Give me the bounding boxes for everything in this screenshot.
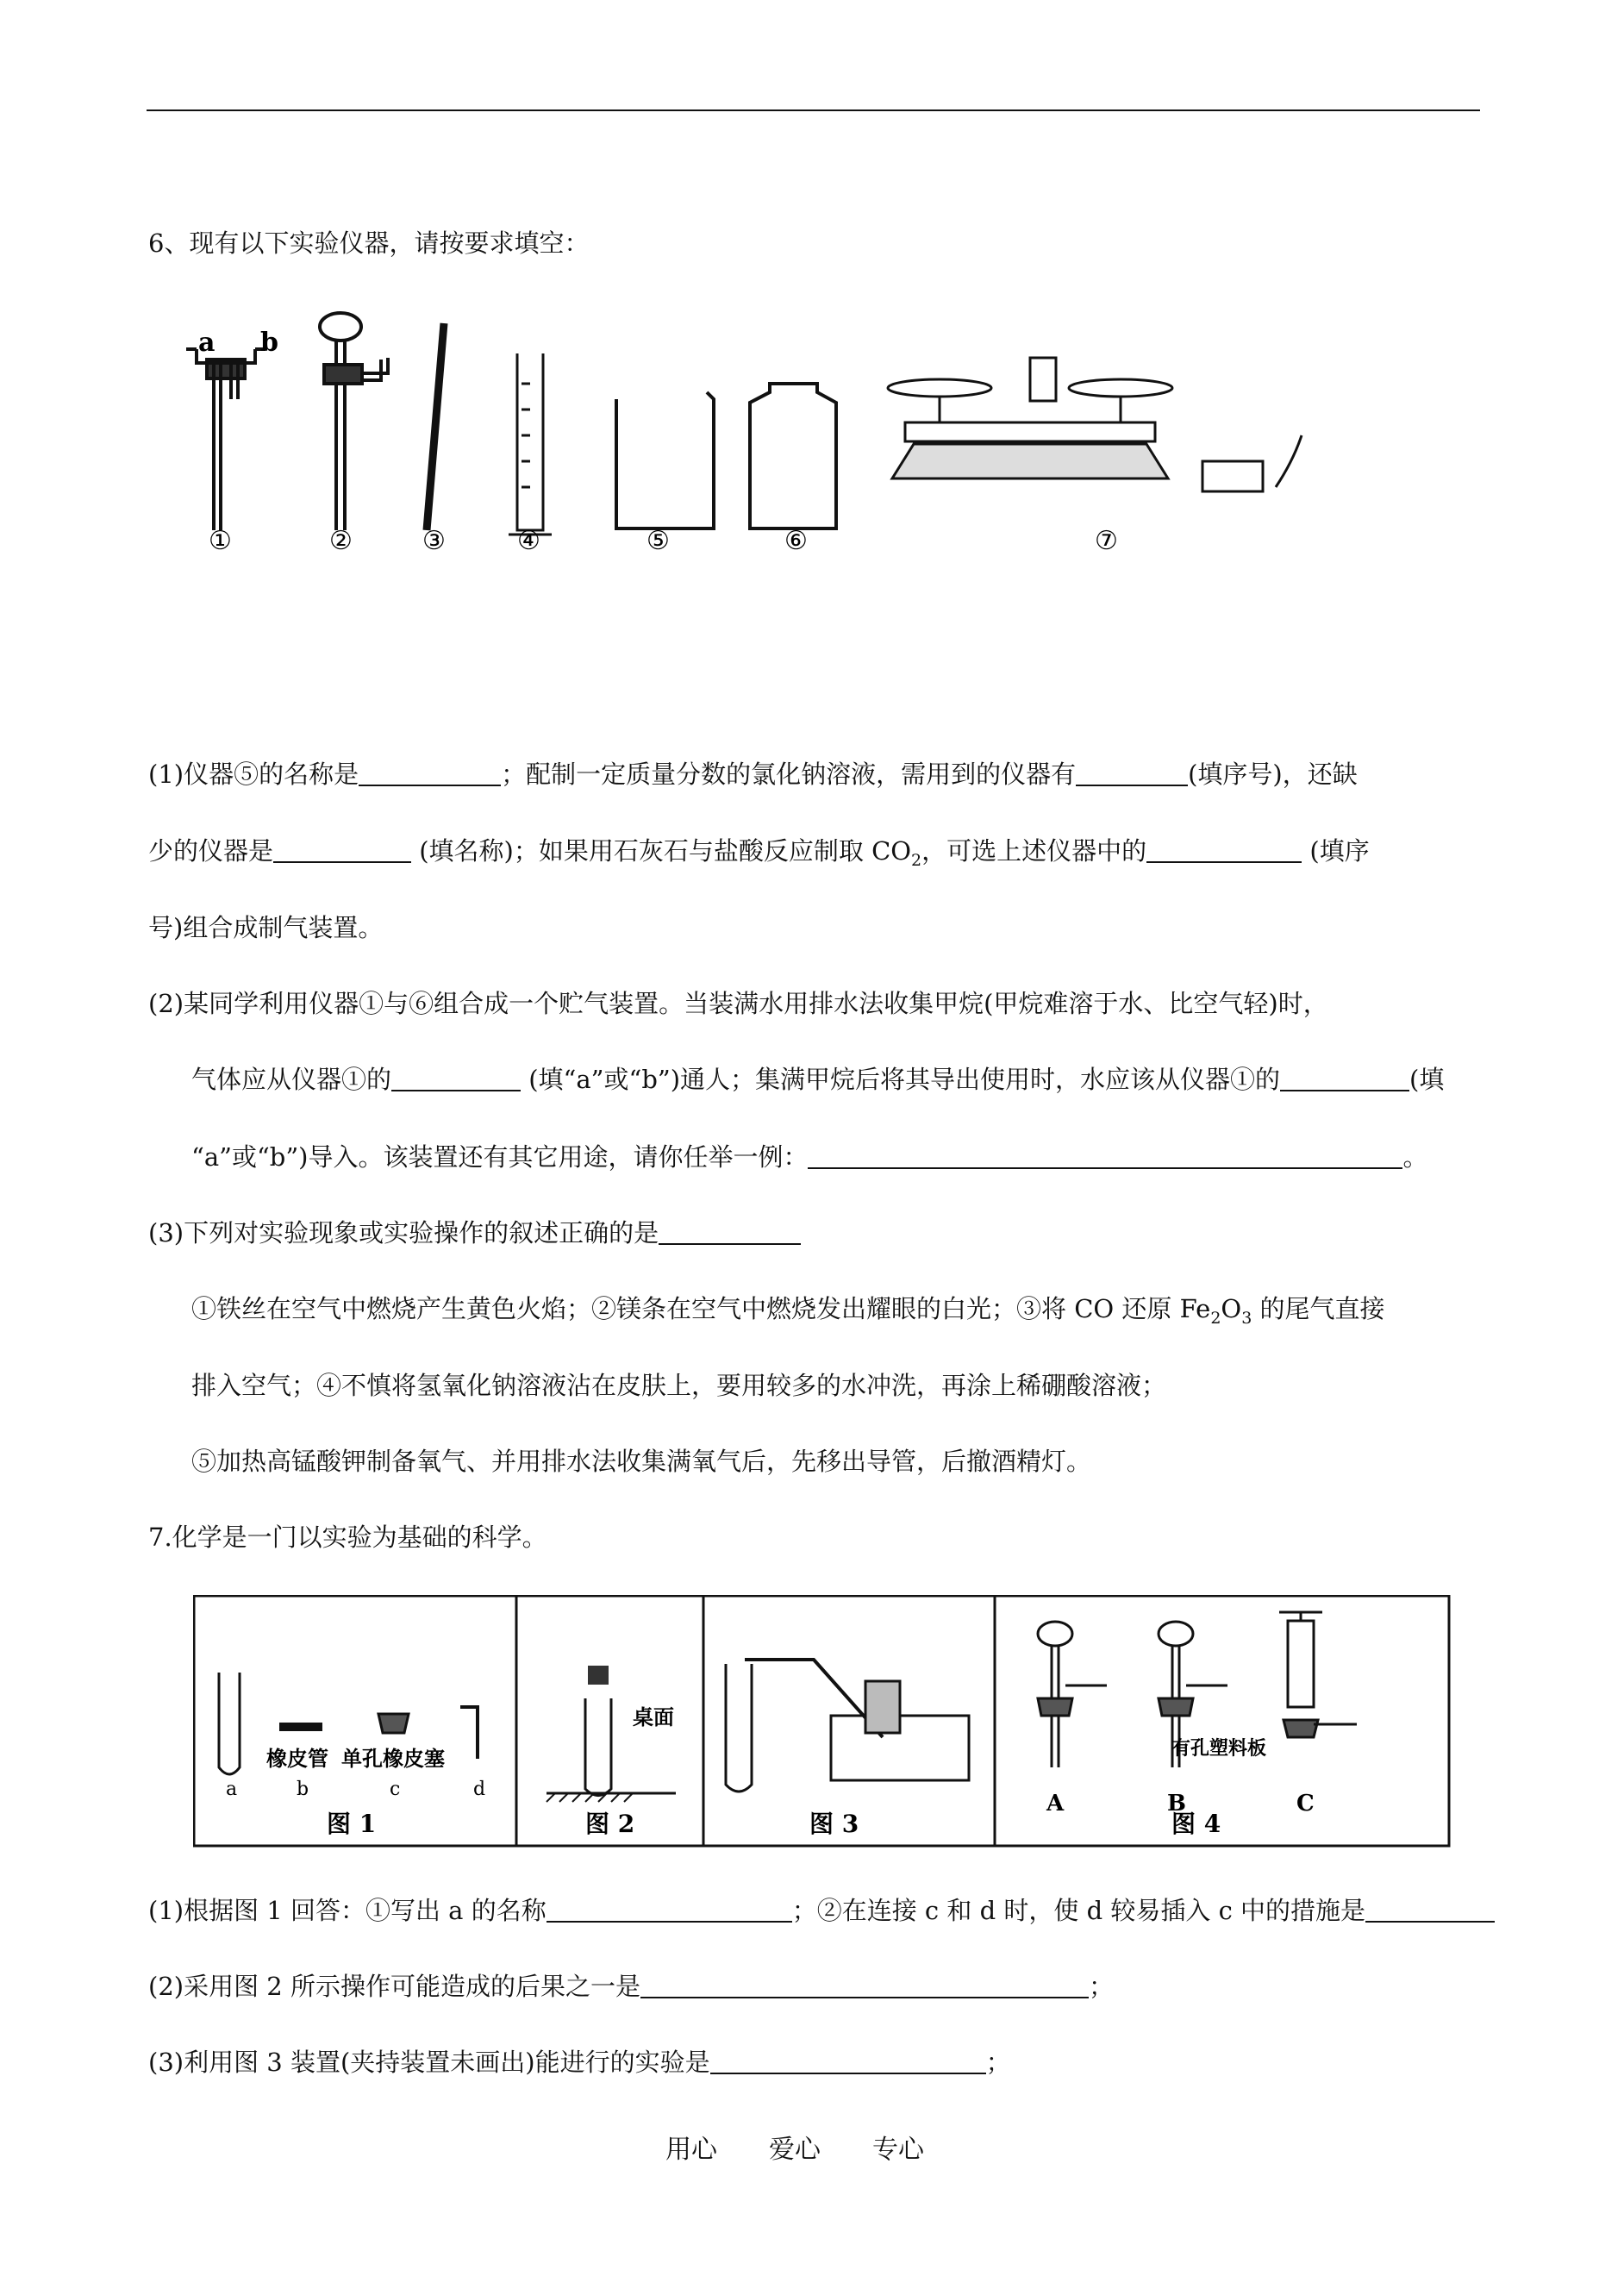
caption-fig2: 图 2 bbox=[585, 1810, 635, 1838]
q6-p2-line3: “a”或“b”)导入。该装置还有其它用途，请你任举一例： 。 bbox=[191, 1142, 1428, 1172]
footer bbox=[665, 2128, 976, 2166]
fig2-label-desk: 桌面 bbox=[633, 1704, 674, 1729]
fig1-b: b bbox=[297, 1779, 309, 1800]
q6-p1-line3: 号)组合成制气装置。 bbox=[148, 913, 384, 942]
fig1-bent-tube bbox=[460, 1707, 478, 1759]
instrument-label-3: ③ bbox=[422, 526, 446, 556]
q6-p3-line2: ①铁丝在空气中燃烧产生黄色火焰；②镁条在空气中燃烧发出耀眼的白光；③将 CO 还原 $Fe_2O_3$ 的尾气直接 bbox=[191, 1294, 1385, 1328]
q7-p3: (3)利用图 3 装置(夹持装置未画出)能进行的实验是 ； bbox=[148, 2048, 1011, 2077]
footer-word-1: 用心 bbox=[665, 2135, 717, 2165]
blank-experiment[interactable] bbox=[710, 2047, 986, 2074]
instrument-3-glass-rod bbox=[427, 323, 444, 530]
q6-p3-line4: ⑤加热高锰酸钾制备氧气、并用排水法收集满氧气后，先移出导管，后撤酒精灯。 bbox=[191, 1447, 1092, 1476]
letter-b: b bbox=[260, 328, 278, 358]
fig4-B: B bbox=[1167, 1791, 1186, 1817]
instrument-label-6: ⑥ bbox=[784, 526, 808, 556]
instrument-1-two-tube-stopper bbox=[186, 349, 265, 530]
instrument-6-gas-bottle bbox=[750, 384, 836, 528]
caption-fig1: 图 1 bbox=[327, 1810, 377, 1838]
fig1-test-tube bbox=[219, 1673, 240, 1774]
instrument-5-beaker bbox=[616, 392, 714, 528]
blank-correct-statements[interactable] bbox=[659, 1217, 801, 1245]
instrument-label-7: ⑦ bbox=[1095, 526, 1118, 556]
letter-a: a bbox=[198, 328, 215, 358]
q6-p2-line1: (2)某同学利用仪器①与⑥组合成一个贮气装置。当装满水用排水法收集甲烷(甲烷难溶于水、比空气轻)时， bbox=[148, 989, 1328, 1018]
fig1-c: c bbox=[390, 1779, 401, 1800]
instrument-7-balance bbox=[888, 358, 1302, 491]
q6-p1-line2: 少的仪器是 (填名称)；如果用石灰石与盐酸反应制取 $CO_2$，可选上述仪器中的 (填序 bbox=[148, 836, 1370, 870]
q6-instruments-figure bbox=[181, 306, 1362, 556]
instrument-label-4: ④ bbox=[517, 526, 540, 556]
q6-title: 6、现有以下实验仪器，请按要求填空： bbox=[148, 228, 590, 258]
fig1-a: a bbox=[226, 1779, 238, 1800]
blank-water-inlet[interactable] bbox=[1280, 1064, 1409, 1091]
footer-word-2: 爱心 bbox=[769, 2135, 821, 2165]
fig4-label-board: 有孔塑料板 bbox=[1171, 1737, 1267, 1760]
fig1-label-tube: 橡皮管 bbox=[266, 1746, 328, 1771]
blank-other-use[interactable] bbox=[808, 1141, 1402, 1169]
header-rule bbox=[147, 109, 1480, 111]
fig3-test-tube bbox=[726, 1664, 752, 1792]
instrument-4-measuring-cylinder bbox=[509, 353, 552, 535]
q7-figure bbox=[193, 1595, 1452, 1849]
blank-gas-inlet[interactable] bbox=[391, 1064, 521, 1091]
blank-missing-instrument[interactable] bbox=[273, 835, 411, 863]
fig1-d: d bbox=[473, 1779, 486, 1800]
q7-title: 7.化学是一门以实验为基础的科学。 bbox=[148, 1523, 547, 1552]
footer-word-3: 专心 bbox=[872, 2135, 924, 2165]
fig1-stopper bbox=[378, 1714, 409, 1733]
fig4-C: C bbox=[1296, 1791, 1315, 1817]
q6-p2-line2: 气体应从仪器①的 (填“a”或“b”)通人；集满甲烷后将其导出使用时，水应该从仪器①的 (填 bbox=[191, 1065, 1445, 1094]
q6-p3-line3: 排入空气；④不慎将氢氧化钠溶液沾在皮肤上，要用较多的水冲洗，再涂上稀硼酸溶液； bbox=[191, 1371, 1167, 1400]
blank-a-name[interactable] bbox=[547, 1895, 792, 1923]
blank-insert-method[interactable] bbox=[1365, 1895, 1495, 1923]
q6-p1-line1: (1)仪器⑤的名称是 ；配制一定质量分数的氯化钠溶液，需用到的仪器有 (填序号)，还缺 bbox=[148, 760, 1358, 789]
fig1-label-stopper: 单孔橡皮塞 bbox=[341, 1746, 445, 1771]
blank-name-5[interactable] bbox=[359, 759, 501, 786]
instrument-label-5: ⑤ bbox=[646, 526, 670, 556]
instrument-2-funnel-stopper bbox=[320, 313, 388, 530]
fig2-test-tube bbox=[585, 1698, 611, 1796]
caption-fig3: 图 3 bbox=[809, 1810, 859, 1838]
fig4-A: A bbox=[1046, 1791, 1065, 1817]
blank-gas-apparatus[interactable] bbox=[1146, 835, 1302, 863]
caption-fig4: 图 4 bbox=[1171, 1810, 1221, 1838]
instrument-label-2: ② bbox=[329, 526, 353, 556]
q7-p2: (2)采用图 2 所示操作可能造成的后果之一是 ； bbox=[148, 1972, 1114, 2001]
fig1-rubber-tube bbox=[279, 1723, 322, 1731]
instrument-label-1: ① bbox=[209, 526, 232, 556]
blank-needed-instruments[interactable] bbox=[1076, 759, 1188, 786]
blank-consequence[interactable] bbox=[640, 1971, 1089, 1998]
q7-p1: (1)根据图 1 回答：①写出 a 的名称 ；②在连接 c 和 d 时，使 d 较易插入 c 中的措施是 bbox=[148, 1893, 1495, 1928]
q6-p3-line1: (3)下列对实验现象或实验操作的叙述正确的是 bbox=[148, 1216, 801, 1250]
